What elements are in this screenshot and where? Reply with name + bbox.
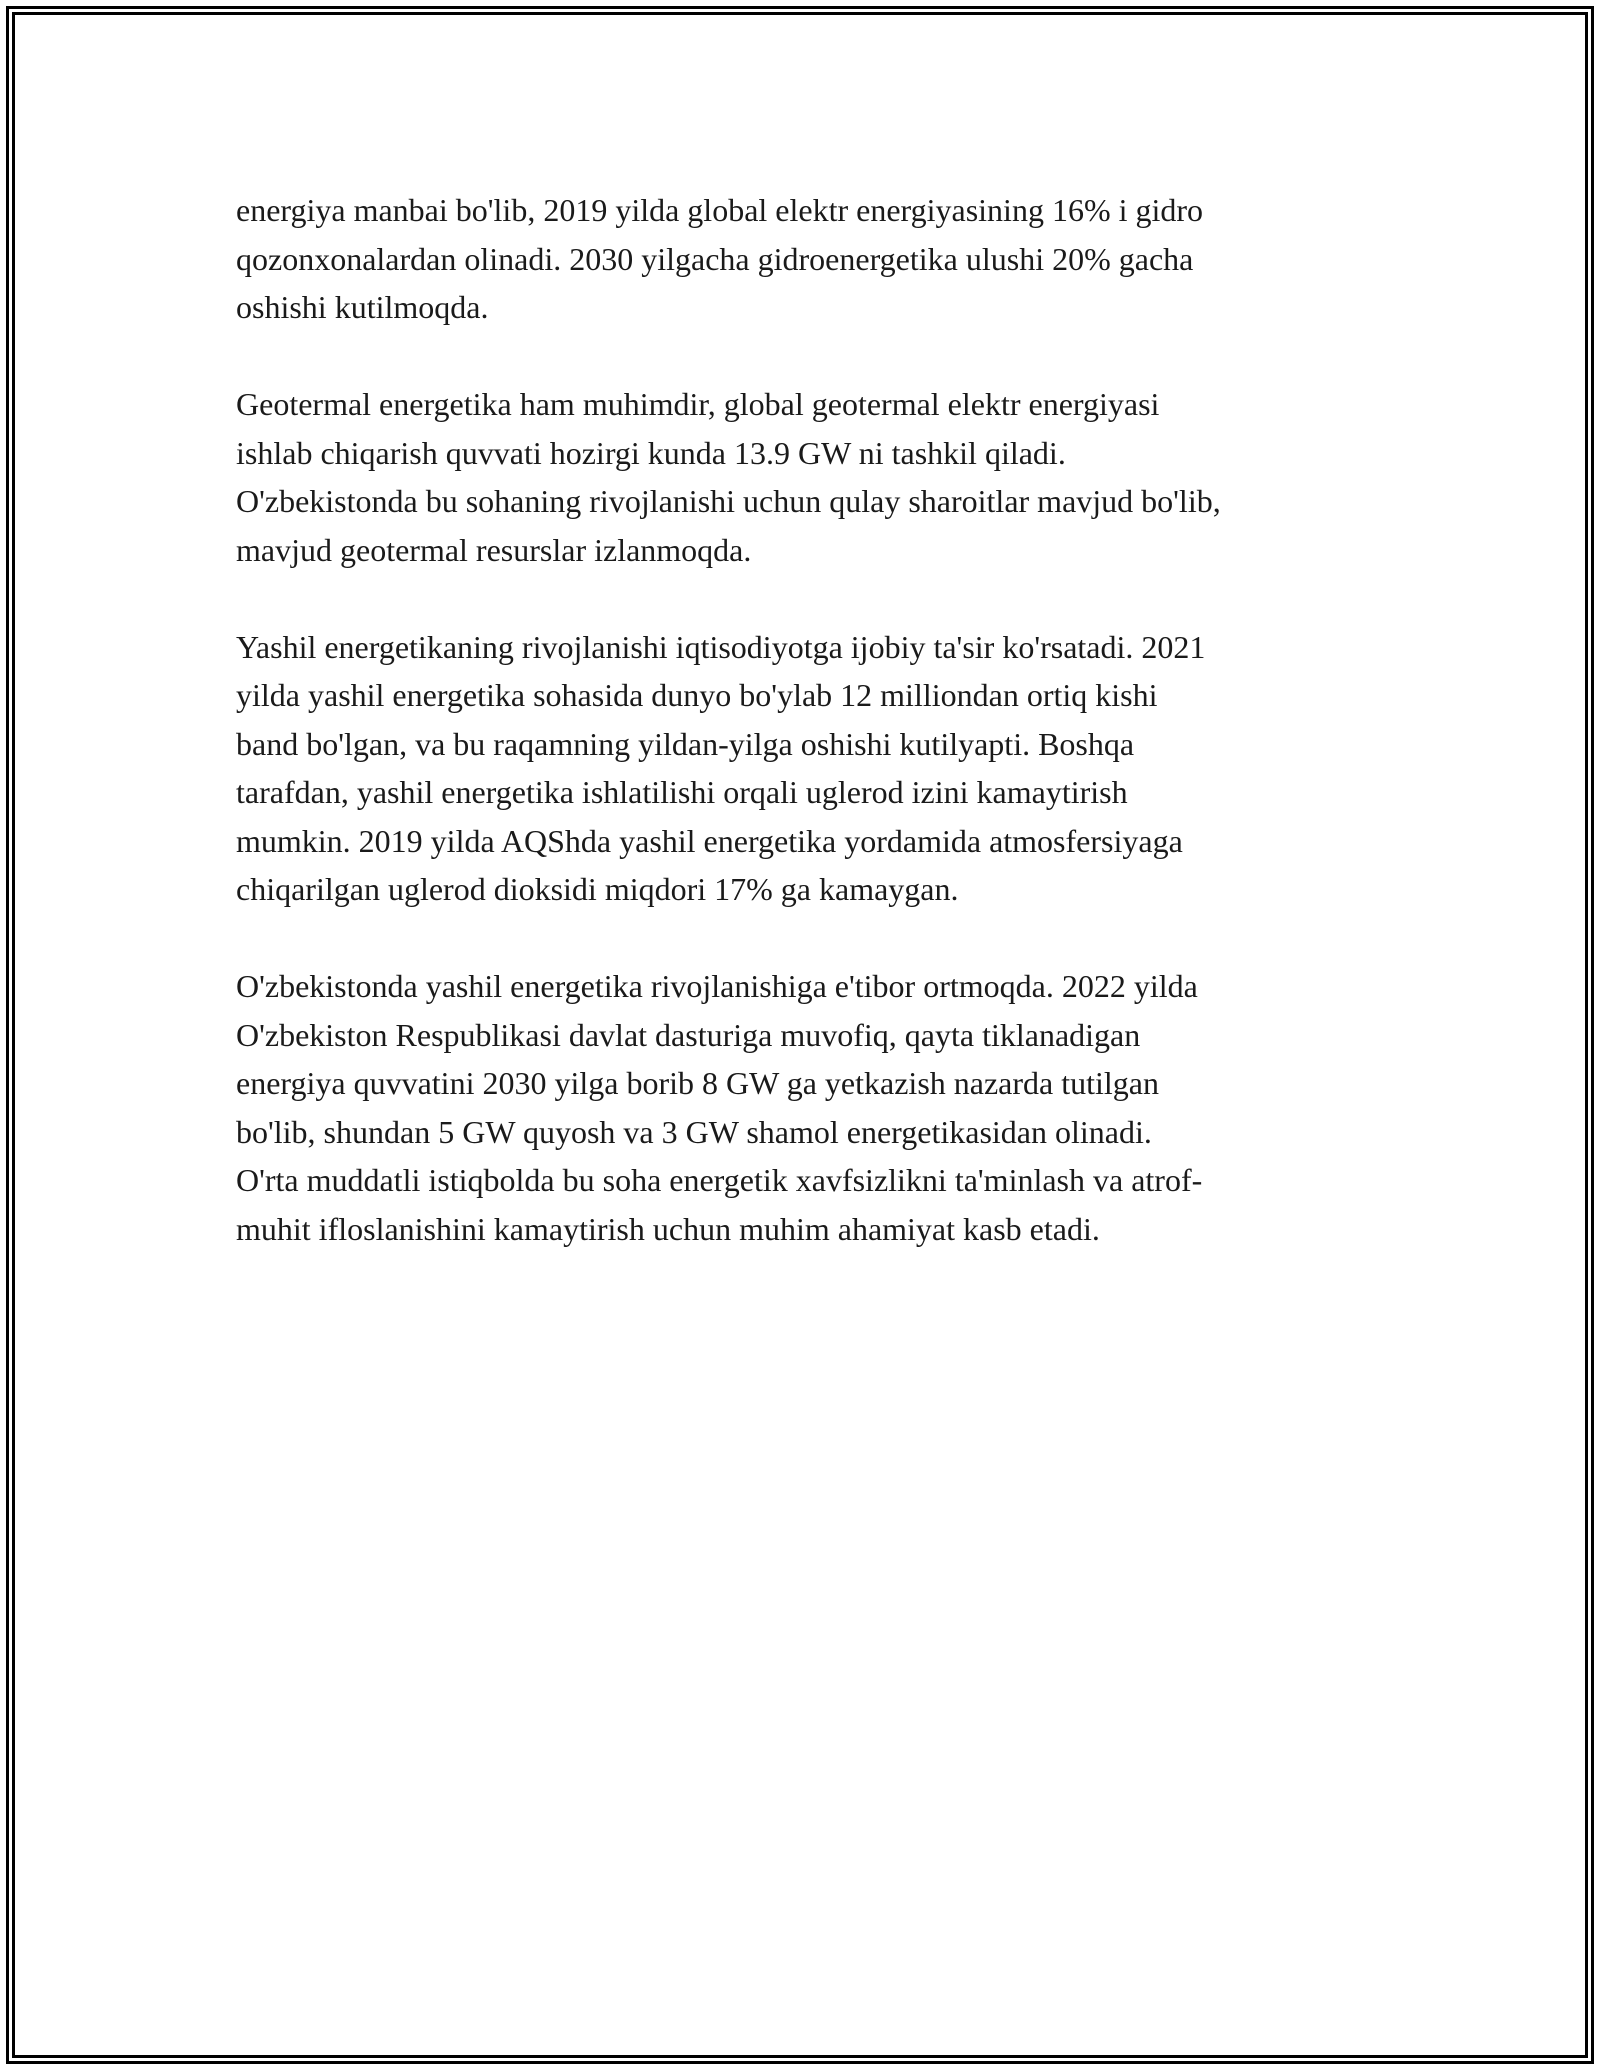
text-line: oshishi kutilmoqda. — [236, 289, 489, 325]
text-line: energiya manbai bo'lib, 2019 yilda global elektr energiyasining 16% i gidro — [236, 192, 1204, 228]
paragraph-uzbekistan — [236, 962, 1386, 1253]
text-line: bo'lib, shundan 5 GW quyosh va 3 GW shamol energetikasidan olinadi. — [236, 1113, 1152, 1150]
text-line: Geotermal energetika ham muhimdir, global geotermal elektr energiyasi — [236, 386, 1160, 422]
text-line: ishlab chiqarish quvvati hozirgi kunda 13.9 GW ni tashkil qiladi. — [236, 434, 1066, 471]
text-line: O'zbekiston Respublikasi davlat dasturiga muvofiq, qayta tiklanadigan — [236, 1016, 1141, 1053]
text-line: chiqarilgan uglerod dioksidi miqdori 17% ga kamaygan. — [236, 871, 959, 907]
text-line: Yashil energetikaning rivojlanishi iqtisodiyotga ijobiy ta'sir ko'rsatadi. 2021 — [236, 628, 1206, 665]
text-line: O'zbekistonda bu sohaning rivojlanishi uchun qulay sharoitlar mavjud bo'lib, — [236, 483, 1221, 519]
text-line: mumkin. 2019 yilda AQShda yashil energetika yordamida atmosfersiyaga — [236, 822, 1183, 859]
paragraph-economy — [236, 623, 1386, 914]
text-line: mavjud geotermal resurslar izlanmoqda. — [236, 531, 752, 568]
paragraph-geothermal — [236, 380, 1386, 574]
text-line: muhit ifloslanishini kamaytirish uchun muhim ahamiyat kasb etadi. — [236, 1210, 1100, 1247]
text-line: energiya quvvatini 2030 yilga borib 8 GW ga yetkazish nazarda tutilgan — [236, 1065, 1159, 1101]
text-line: tarafdan, yashil energetika ishlatilishi orqali uglerod izini kamaytirish — [236, 774, 1128, 810]
paragraph-hydro — [236, 186, 1386, 332]
text-line: qozonxonalardan olinadi. 2030 yilgacha gidroenergetika ulushi 20% gacha — [236, 240, 1194, 277]
text-line: yilda yashil energetika sohasida dunyo bo'ylab 12 milliondan ortiq kishi — [236, 677, 1158, 713]
text-line: O'zbekistonda yashil energetika rivojlanishiga e'tibor ortmoqda. 2022 yilda — [236, 968, 1198, 1004]
text-line: O'rta muddatli istiqbolda bu soha energetik xavfsizlikni ta'minlash va atrof- — [236, 1162, 1203, 1198]
document-body — [236, 186, 1386, 1302]
text-line: band bo'lgan, va bu raqamning yildan-yilga oshishi kutilyapti. Boshqa — [236, 725, 1135, 762]
